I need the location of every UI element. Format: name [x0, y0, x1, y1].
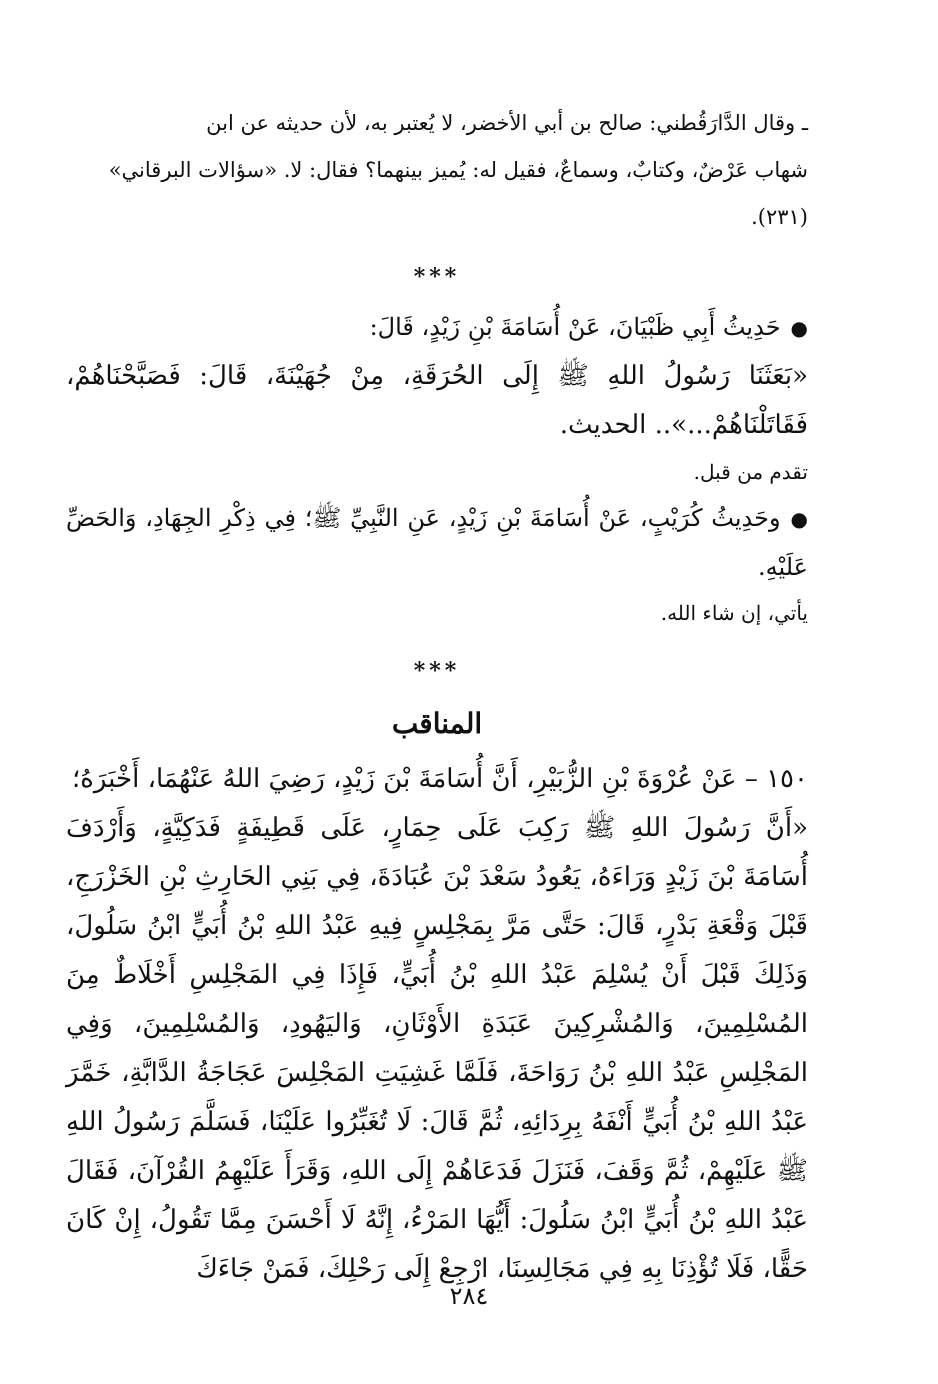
separator-stars: *** [413, 658, 461, 684]
page-body [66, 100, 808, 1294]
hadith-text: وحَدِيثُ كُرَيْبٍ، عَنْ أُسَامَةَ بْنِ زَيْدٍ، عَنِ النَّبِيِّ ﷺ؛ فِي ذِكْرِ الجِهَادِ، وَالحَضِّ عَلَيْهِ. [66, 504, 808, 581]
section-heading: المناقب [391, 707, 483, 740]
intro-line-1: ـ وقال الدَّارَقُطني: صالح بن أبي الأخضر، لا يُعتبر به، لأن حديثه عن ابن [206, 111, 808, 135]
hadith-title-line [66, 303, 808, 352]
hadith-150 [66, 755, 808, 1294]
hadith-note: تقدم من قبل. [693, 460, 808, 484]
hadith-title-line [66, 494, 808, 591]
separator-stars: *** [413, 264, 461, 290]
bullet-icon: ● [790, 507, 808, 531]
intro-line-2: شهاب عَرْضٌ، وكتابٌ، وسماعٌ، فقيل له: يُميز بينهما؟ فقال: لا. «سؤالات البرقاني» [108, 158, 808, 182]
bullet-icon: ● [790, 316, 808, 340]
hadith-abi-zabyan [66, 303, 808, 494]
hadith-number-line: ١٥٠ – عَنْ عُرْوَةَ بْنِ الزُّبَيْرِ، أَنَّ أُسَامَةَ بْنَ زَيْدٍ، رَضِيَ اللهُ عَنْهُمَا، أَخْبَرَهُ؛ [71, 764, 808, 794]
hadith-title: حَدِيثُ أَبِي ظَبْيَانَ، عَنْ أُسَامَةَ بْنِ زَيْدٍ، قَالَ: [369, 313, 781, 341]
hadith-kurayb [66, 494, 808, 635]
hadith-note: يأتي، إن شاء الله. [660, 601, 808, 625]
intro-line-3: (٢٣١). [751, 205, 808, 229]
hadith-body: «أَنَّ رَسُولَ اللهِ ﷺ رَكِبَ عَلَى حِمَارٍ، عَلَى قَطِيفَةٍ فَدَكِيَّةٍ، وَأَرْدَفَ أُسَامَةَ بْنَ زَيْدٍ وَرَاءَهُ، يَعُودُ سَعْدَ بْنَ عُبَادَةَ، فِي بَنِي الحَارِثِ بْنِ الخَزْرَجِ، قَبْلَ وَقْعَةِ بَدْرٍ، قَالَ: حَتَّى مَرَّ بِمَجْلِسٍ فِيهِ عَبْدُ اللهِ بْنُ أُبَيٍّ ابْنُ سَلُولَ، وَذَلِكَ قَبْلَ أَنْ يُسْلِمَ عَبْدُ اللهِ بْنُ أُبَيٍّ، فَإِذَا فِي المَجْلِسِ أَخْلَاطٌ مِنَ المُسْلِمِينَ، وَالمُشْرِكِينَ عَبَدَةِ الأَوْثَانِ، وَاليَهُودِ، وَالمُسْلِمِينَ، وَفِي المَجْلِسِ عَبْدُ اللهِ بْنُ رَوَاحَةَ، فَلَمَّا غَشِيَتِ المَجْلِسَ عَجَاجَةُ الدَّابَّةِ، خَمَّرَ عَبْدُ اللهِ بْنُ أُبَيٍّ أَنْفَهُ بِرِدَائِهِ، ثُمَّ قَالَ: لَا تُغَبِّرُوا عَلَيْنَا، فَسَلَّمَ رَسُولُ اللهِ ﷺ عَلَيْهِمْ، ثُمَّ وَقَفَ، فَنَزَلَ فَدَعَاهُمْ إِلَى اللهِ، وَقَرَأَ عَلَيْهِمُ القُرْآنَ، فَقَالَ عَبْدُ اللهِ بْنُ أُبَيٍّ ابْنُ سَلُولَ: أَيُّهَا المَرْءُ، إِنَّهُ لَا أَحْسَنَ مِمَّا تَقُولُ، إِنْ كَانَ حَقًّا، فَلَا تُؤْذِنَا بِهِ فِي مَجَالِسِنَا، ارْجِعْ إِلَى رَحْلِكَ، فَمَنْ جَاءَكَ [66, 813, 808, 1284]
hadith-text: «بَعَثَنَا رَسُولُ اللهِ ﷺ إِلَى الحُرَقَةِ، مِنْ جُهَيْنَةَ، قَالَ: فَصَبَّحْنَاهُمْ، فَقَاتَلْنَاهُمْ...».. الحديث. [66, 361, 808, 440]
page-number: ٢٨٤ [449, 1282, 489, 1310]
intro-paragraph [66, 100, 808, 241]
